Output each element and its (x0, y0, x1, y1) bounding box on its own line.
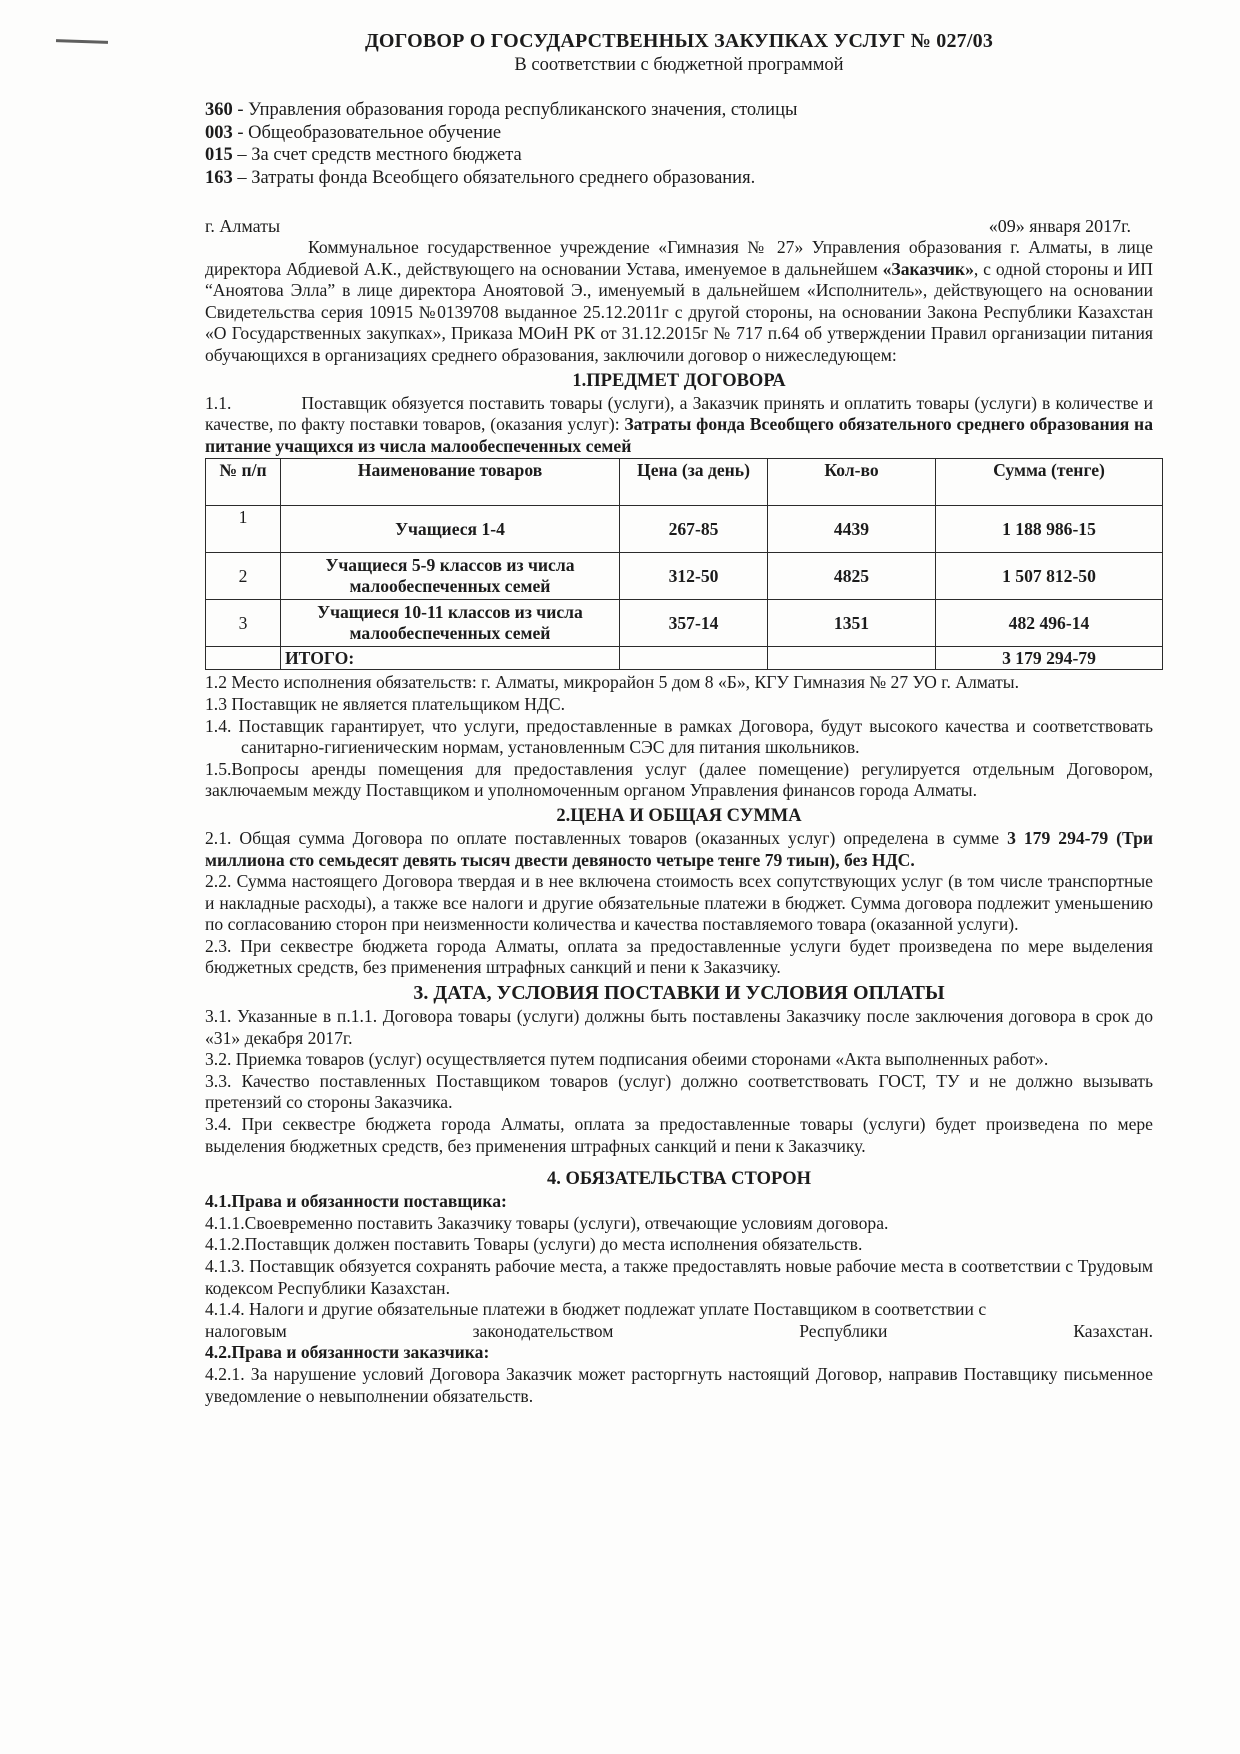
clause-3-4: 3.4. При секвестре бюджета города Алматы, оплата за предоставленные товары (услуги) будет произведена по мере выделения бюджетных средств, без применения штрафных санкций и пени к Заказчику. (205, 1114, 1153, 1156)
table-header-row (206, 459, 1163, 506)
scan-artifact (56, 39, 108, 44)
table-row (206, 553, 1163, 600)
clause-4-1-2: 4.1.2.Поставщик должен поставить Товары (услуги) до места исполнения обязательств. (205, 1234, 863, 1255)
clause-4-1-1: 4.1.1.Своевременно поставить Заказчику товары (услуги), отвечающие условиям договора. (205, 1212, 889, 1233)
clause-3-2: 3.2. Приемка товаров (услуг) осуществляется путем подписания обеими сторонами «Акта выполненных работ». (205, 1049, 1049, 1070)
table-row (206, 600, 1163, 647)
section-3-title: 3. ДАТА, УСЛОВИЯ ПОСТАВКИ И УСЛОВИЯ ОПЛАТЫ (413, 982, 945, 1005)
clause-2-3: 2.3. При секвестре бюджета города Алматы, оплата за предоставленные услуги будет произведена по мере выделения бюджетных средств, без применения штрафных санкций и пени к Заказчику. (205, 935, 1153, 978)
section-1-title: 1.ПРЕДМЕТ ДОГОВОРА (572, 370, 786, 391)
subsection-4-1-title: 4.1.Права и обязанности поставщика: (205, 1191, 507, 1212)
col-header-sum: Сумма (тенге) (936, 459, 1163, 506)
contract-page (205, 28, 1153, 1407)
budget-code-line (205, 122, 1153, 145)
total-empty-cell (620, 647, 768, 670)
clause-4-1-4: 4.1.4. Налоги и другие обязательные платежи в бюджет подлежат уплате Поставщиком в соответствии с (205, 1299, 987, 1320)
section-2-title: 2.ЦЕНА И ОБЩАЯ СУММА (556, 805, 802, 826)
clause-4-1-4-end: налоговым законодательством Республики Казахстан. (205, 1320, 1153, 1341)
row-qty: 1351 (768, 600, 936, 647)
row-number: 2 (206, 553, 281, 600)
table-total-row (206, 647, 1163, 670)
budget-code-text: – За счет средств местного бюджета (232, 145, 522, 165)
clause-2-1: 2.1. Общая сумма Договора по оплате поставленных товаров (оказанных услуг) определена в сумме 3 179 294-79 (Три миллиона сто семьдесят девять тысяч двести девяносто четыре тенге 79 тиын), без НДС. (205, 827, 1153, 870)
clause-1-2: 1.2 Место исполнения обязательств: г. Алматы, микрорайон 5 дом 8 «Б», КГУ Гимназия № 27 УО г. Алматы. (205, 672, 1020, 693)
clause-3-3: 3.3. Качество поставленных Поставщиком товаров (услуг) должно соответствовать ГОСТ, ТУ и не должно вызывать претензий со стороны Заказчика. (205, 1070, 1153, 1113)
budget-code-line (205, 167, 1153, 190)
col-header-name: Наименование товаров (281, 459, 620, 506)
row-number: 1 (206, 506, 281, 553)
place-date-row (205, 215, 1153, 237)
subsection-4-2-title: 4.2.Права и обязанности заказчика: (205, 1342, 490, 1363)
clause-2-2: 2.2. Сумма настоящего Договора твердая и в нее включена стоимость всех сопутствующих услуг (в том числе транспортные и накладные расходы), а также все налоги и другие обязательные платежи в бюджет. Сумма договора подлежит уменьшению по согласованию сторон при неизменности количества и качества поставляемого товара (оказанной услуги). (205, 871, 1153, 935)
row-qty: 4439 (768, 506, 936, 553)
row-name: Учащиеся 5-9 классов из числа малообеспеченных семей (281, 553, 620, 600)
table-row (206, 506, 1163, 553)
row-sum: 1 188 986-15 (936, 506, 1163, 553)
total-sum: 3 179 294-79 (936, 647, 1163, 670)
row-price: 357-14 (620, 600, 768, 647)
row-sum: 1 507 812-50 (936, 553, 1163, 600)
row-number: 3 (206, 600, 281, 647)
budget-codes (205, 99, 1153, 189)
col-header-number: № п/п (206, 459, 281, 506)
section-4-title: 4. ОБЯЗАТЕЛЬСТВА СТОРОН (546, 1169, 812, 1190)
customer-term: «Заказчик» (882, 258, 974, 279)
budget-code: 163 (205, 167, 233, 188)
contract-title: ДОГОВОР О ГОСУДАРСТВЕННЫХ ЗАКУПКАХ УСЛУГ № 027/03 (364, 30, 994, 52)
clause-1-5: 1.5.Вопросы аренды помещения для предоставления услуг (далее помещение) регулируется отдельным Договором, заключаемым между Поставщиком и уполномоченным органом Управления финансов города Алматы. (205, 758, 1153, 801)
row-name: Учащиеся 10-11 классов из числа малообеспеченных семей (281, 600, 620, 647)
budget-code-line (205, 99, 1153, 122)
clause-4-2-1: 4.2.1. За нарушение условий Договора Заказчик может расторгнуть настоящий Договор, направив Поставщику письменное уведомление о невыполнении обязательств. (205, 1363, 1153, 1406)
clause-4-1-3: 4.1.3. Поставщик обязуется сохранять рабочие места, а также предоставлять новые рабочие места в соответствии с Трудовым кодексом Республики Казахстан. (205, 1256, 1153, 1298)
budget-code-text: – Затраты фонда Всеобщего обязательного среднего образования. (232, 167, 756, 188)
contract-subtitle: В соответствии с бюджетной программой (514, 55, 844, 75)
row-sum: 482 496-14 (936, 600, 1163, 647)
row-price: 267-85 (620, 506, 768, 553)
budget-code: 360 (205, 100, 233, 120)
row-price: 312-50 (620, 553, 768, 600)
budget-code: 003 (205, 122, 233, 143)
total-label: ИТОГО: (281, 647, 620, 670)
budget-code-text: - Общеобразовательное обучение (232, 122, 502, 143)
contract-date: «09» января 2017г. (988, 216, 1131, 236)
col-header-qty: Кол-во (768, 459, 936, 506)
budget-code: 015 (205, 145, 233, 165)
clause-1-1: 1.1. Поставщик обязуется поставить товары (услуги), а Заказчик принять и оплатить товары (услуги) в количестве и качестве, по факту поставки товаров, (оказания услуг): Затраты фонда Всеобщего обязательного среднего образования на питание учащихся из числа малообеспеченных семей (205, 392, 1153, 456)
clause-3-1: 3.1. Указанные в п.1.1. Договора товары (услуги) должны быть поставлены Заказчику после заключения договора в срок до «31» декабря 2017г. (205, 1006, 1153, 1048)
preamble: Коммунальное государственное учреждение «Гимназия № 27» Управления образования г. Алматы, в лице директора Абдиевой А.К., действующего на основании Устава, именуемое в дальнейшем «Заказчик», с одной стороны и ИП “Аноятова Элла” в лице директора Аноятовой Э., именуемый в дальнейшем «Исполнитель», действующего на основании Свидетельства серия 10915 №0139708 выданное 25.12.2011г с другой стороны, на основании Закона Республики Казахстан «О Государственных закупках», Приказа МОиН РК от 31.12.2015г № 717 п.64 об утверждении Правил организации питания обучающихся в организациях среднего образования, заключили договор о нижеследующем: (205, 237, 1153, 365)
budget-code-line (205, 144, 1153, 167)
budget-code-text: - Управления образования города республиканского значения, столицы (232, 100, 798, 120)
row-name: Учащиеся 1-4 (281, 506, 620, 553)
total-empty-cell (768, 647, 936, 670)
total-empty-cell (206, 647, 281, 670)
city: г. Алматы (205, 216, 281, 236)
clause-1-4: 1.4. Поставщик гарантирует, что услуги, предоставленные в рамках Договора, будут высокого качества и соответствовать санитарно-гигиеническим нормам, установленным СЭС для питания школьников. (205, 715, 1153, 758)
clause-1-3: 1.3 Поставщик не является плательщиком НДС. (205, 693, 566, 714)
goods-table (205, 458, 1163, 670)
row-qty: 4825 (768, 553, 936, 600)
col-header-price: Цена (за день) (620, 459, 768, 506)
